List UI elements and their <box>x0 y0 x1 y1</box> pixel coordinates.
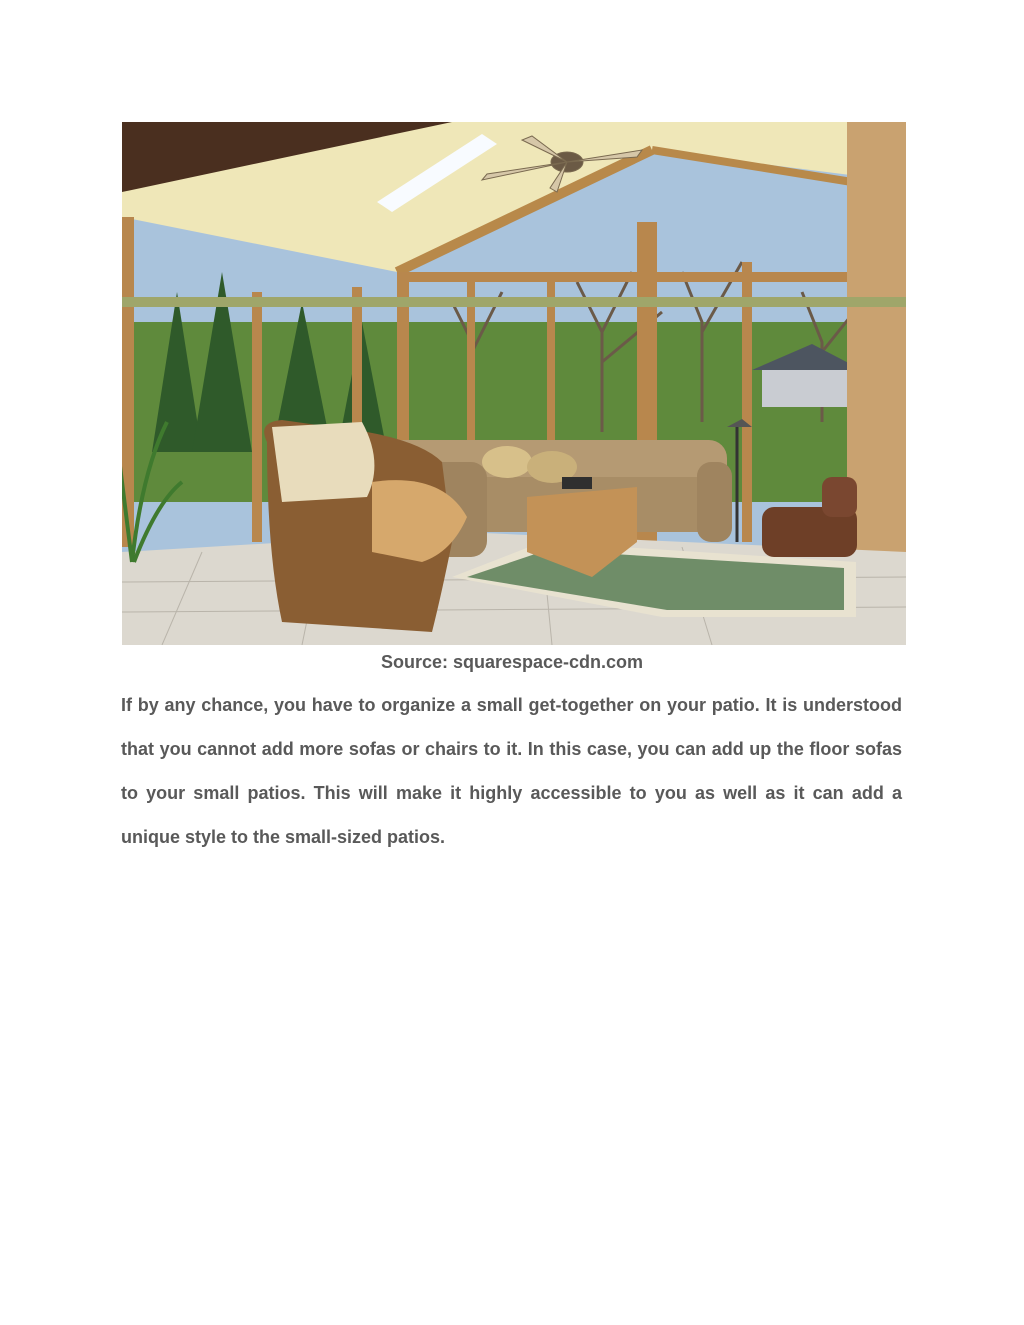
image-caption: Source: squarespace-cdn.com <box>380 652 644 672</box>
sunroom-photo <box>122 122 906 645</box>
body-paragraph: If by any chance, you have to organize a small get-together on your patio. It is understood that you cannot add more sofas or chairs to it. In this case, you can add up the floor sofas to your small patios. This will make it highly accessible to you as well as it can add a unique style to the small-sized patios. <box>121 695 902 847</box>
